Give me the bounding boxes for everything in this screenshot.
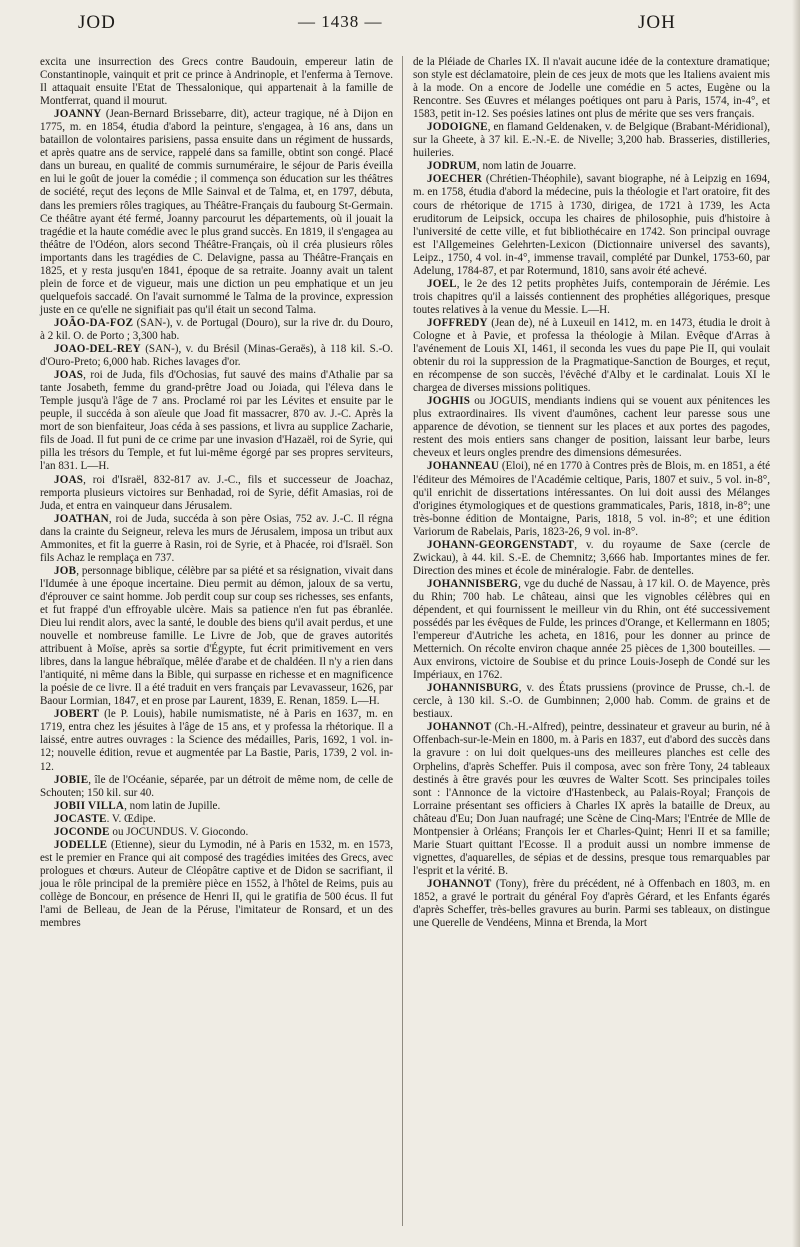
dictionary-entry [40, 826, 393, 839]
dictionary-entry [413, 160, 770, 173]
page-edge-shadow [792, 0, 800, 1247]
page-number: — 1438 — [298, 12, 383, 31]
dictionary-entry [413, 878, 770, 930]
entry-text: (Tony), frère du précédent, né à Offenbach en 1803, m. en 1852, a gravé le portrait du général Foy d'après Gérard, et les Enfants égarés d'après Scheffer, très-belles gravures au burin. Parmi ses tableaux, on distingue une Querelle de Vendéens, Minna et Brenda, la Mort [413, 877, 770, 930]
entry-text: (Ch.-H.-Alfred), peintre, dessinateur et graveur au burin, né à Offenbach-sur-le-Mein en 1800, m. à Paris en 1837, eut d'abord des succès dans la gravure : on lui doit quelques-uns des meilleures planches est celle des Orphelins, d'après Scheffer. Puis il composa, avec son frère Tony, 24 tableaux destinés à être gravés pour les œuvres de Walter Scott. Ses principales toiles sont : l'Annonce de la victoire d'Hastenbeck, au Palais-Royal; François de Lorraine présentant ses officiers à Charles IX après la bataille de Dreux, au château d'Eu; Don Juan naufragé; une Scène de Cinq-Mars; l'Entrée de Mlle de Montpensier à Orléans; François Ier et Charles-Quint; Henri II et sa famille; Marie Stuart quittant l'Ecosse. Il a produit aussi un nombre immense de vignettes, d'aquarelles, de sépias et de dessins, presque tous remarquables par l'esprit et la vérité. B. [413, 721, 770, 877]
continued-text [413, 56, 770, 121]
dictionary-entry [40, 565, 393, 709]
entry-headword: JOB [54, 564, 77, 577]
dictionary-entry [40, 474, 393, 513]
entry-text: , vge du duché de Nassau, à 17 kil. O. de Mayence, près du Rhin; 700 hab. Le château, ainsi que les vignobles célèbres qui en dépendent, et qui fournissent le meilleur vin du Rhin, ont été successivement possédés par les évêques de Fulde, les princes d'Orange, et Kellermann en 1805; l'empereur d'Autriche les acheta, en 1816, pour les donner au prince de Metternich. On récolte environ chaque année 25 pièces de 1,300 bouteilles. — Aux environs, victoire de Soubise et du prince Louis-Joseph de Condé sur les Impériaux, en 1762. [413, 577, 770, 682]
dictionary-entry [40, 108, 393, 317]
entry-text: , nom latin de Jupille. [124, 799, 221, 812]
entry-headword: JOECHER [427, 173, 483, 186]
entry-headword: JOCONDE [54, 825, 110, 838]
dictionary-entry [40, 708, 393, 773]
entry-headword: JOFFREDY [427, 316, 488, 329]
dictionary-page [40, 6, 770, 1236]
entry-text: , le 2e des 12 petits prophètes Juifs, contemporain de Jérémie. Les trois chapitres qu'il a laissés contiennent des prophéties allégoriques, presque toutes relatives à la venue du Messie. L—H. [413, 277, 770, 316]
entry-headword: JOHANNEAU [427, 460, 500, 473]
entry-text: (Jean de), né à Luxeuil en 1412, m. en 1473, étudia le droit à Cologne et à Pavie, et professa la théologie à Milan. Evêque d'Arras à l'avénement de Louis XI, 1461, il seconda les vues du pape Pie II, qui voulait obtenir du roi la suppression de la Pragmatique-Sanction de Bourges, et reçut, en récompense de son succès, l'évêché d'Alby et le cardinalat. Louis XI le chargea de diverses missions politiques. [413, 316, 770, 395]
entry-text: , personnage biblique, célèbre par sa piété et sa résignation, vivait dans l'Idumée à une époque incertaine. Dieu permit au démon, jaloux de sa vertu, d'éprouver ce saint homme. Job perdit coup sur coup ses richesses, ses enfants, et fut frappé d'un effroyable ulcère. Mais sa patience n'en fut pas ébranlée. Dieu lui rendit alors, avec la santé, le double des biens qu'il avait perdus, et une nouvelle et nombreuse famille. Le Livre de Job, que de graves autorités attribuent à Moïse, après sa sortie d'Égypte, fut écrit primitivement en vers libres, dans la langue hébraïque, mêlée d'arabe et de chaldéen. Il n'y a rien dans l'antiquité, ni même dans la Bible, qui surpasse en richesse et en magnificence la poésie de ce livre. Il a été traduit en vers français par Levavasseur, 1626, par Baour Lormian, 1847, et en prose par Laurent, 1839, E. Renan, 1859. L—H. [40, 564, 393, 708]
entry-headword: JOBII VILLA [54, 799, 125, 812]
entry-headword: JOHANN-GEORGENSTADT [427, 538, 575, 551]
dictionary-entry [40, 317, 393, 343]
continued-text [40, 56, 393, 108]
entry-headword: JOBERT [54, 708, 100, 721]
entry-headword: JODELLE [54, 838, 108, 851]
entry-text: (Eloi), né en 1770 à Contres près de Blois, m. en 1851, a été l'éditeur des Mémoires de l'Académie celtique, Paris, 1807 et suiv., 5 vol. in-8°, qu'il enrichit de dissertations intéressantes. On lui doit aussi des Mélanges d'origines étymologiques et de questions grammaticales, Paris, 1818, in-8°; une très-bonne édition de Montaigne, Paris, 1818, 5 vol. in-8°; et une édition Variorum de Rabelais, Paris, 1823-26, 9 vol. in-8°. [413, 460, 770, 538]
entry-headword: JOHANNISBERG [427, 577, 519, 590]
dictionary-entry [413, 682, 770, 721]
entry-headword: JOAO-DEL-REY [54, 343, 141, 356]
entry-headword: JOANNY [54, 108, 102, 121]
entry-headword: JODRUM [427, 160, 477, 173]
running-header [40, 6, 770, 36]
dictionary-entry [40, 369, 393, 473]
right-column [413, 56, 770, 930]
dictionary-entry [40, 800, 393, 813]
dictionary-entry [413, 173, 770, 277]
header-right-keyword: JOH [638, 12, 676, 33]
dictionary-entry [413, 121, 770, 160]
entry-text: de la Pléiade de Charles IX. Il n'avait aucune idée de la contexture dramatique; son style est déclamatoire, plein de ces jeux de mots que les Italiens avaient mis à la mode. On a encore de Jodelle une comédie en 5 actes, Eugène ou la Rencontre. Ses Œuvres et mélanges poétiques ont paru à Paris, 1574, in-4°, et 1583, petit in-12. Ses poésies latines ont plus de mérite que ses vers français. [413, 56, 770, 121]
entry-headword: JOGHIS [427, 395, 471, 408]
dictionary-entry [413, 278, 770, 317]
entry-text: excita une insurrection des Grecs contre Baudouin, empereur latin de Constantinople, vainquit et prit ce prince à Andrinople, et l'enferma à Ternove. Il attaquait ensuite l'Etat de Thessalonique, qui appartenait à la famille de Montferrat, quand il mourut. [40, 56, 393, 108]
entry-text: , v. du royaume de Saxe (cercle de Zwickau), à 44. kil. S.-E. de Chemnitz; 3,666 hab. Importantes mines de fer. Direction des mines et école de minéralogie. Fabr. de dentelles. [413, 538, 770, 577]
entry-headword: JODOIGNE [427, 121, 488, 134]
entry-text: ou JOGUIS, mendiants indiens qui se vouent aux pénitences les plus extraordinaires. Ils vivent d'aumônes, cachent leur paresse sous une apparence de dévotion, se tiennent sur les places et aux portes des pagodes, restent des mois entiers sans changer de position, laissant leur barbe, leurs cheveux et leurs ongles prendre des dimensions démesurées. [413, 395, 770, 460]
entry-text: (Jean-Bernard Brissebarre, dit), acteur tragique, né à Dijon en 1775, m. en 1854, étudia d'abord la peinture, s'engagea, à 16 ans, dans un bataillon de volontaires parisiens, passa ensuite dans un régiment de hussards, et après quatre ans de service, rappelé dans sa famille, obtint son congé. Placé dans un bureau, en qualité de commis surnuméraire, le séjour de Paris éveilla en lui le goût de jouer la comédie ; il commença son éducation sur les théâtres de société, reçut des leçons de Mlle Sainval et de Talma, et, en 1797, débuta, dans les premiers rôles tragiques, au Théâtre-Français du faubourg St-Germain. Ce théâtre ayant été fermé, Joanny parcourut les départements, où il jouait la tragédie et la haute comédie avec le plus grand succès. En 1819, il s'engagea au théâtre de l'Odéon, alors second Théâtre-Français, où il créa plusieurs rôles importants dans les tragédies de C. Delavigne, passa au Théâtre-Français en 1825, et y resta jusqu'en 1841, époque de sa retraite. Joanny avait un talent plein de force et de vigueur, mais une diction un peu emphatique et un jeu quelquefois saccadé. On l'avait surnommé le Talma de la province, expression juste en ce qu'elle ne signifiait pas qu'il était un second Talma. [40, 108, 393, 316]
entry-headword: JOAS [54, 369, 84, 382]
entry-headword: JOEL [427, 277, 457, 290]
entry-headword: JOHANNOT [427, 721, 492, 734]
dictionary-entry [413, 578, 770, 682]
entry-headword: JOHANNISBURG [427, 682, 519, 695]
column-divider [402, 56, 403, 1226]
entry-text: (le P. Louis), habile numismatiste, né à Paris en 1637, m. en 1719, entra chez les jésuites à l'âge de 15 ans, et y professa la rhétorique. Il a laissé, entre autres ouvrages : la Science des médailles, Paris, 1692, 1 vol. in-12; nouvelle édition, revue et augmentée par La Bastie, Paris, 1739, 2 vol. in-12. [40, 708, 393, 773]
dictionary-entry [40, 813, 393, 826]
entry-text: . V. Œdipe. [106, 812, 156, 825]
entry-text: , v. des États prussiens (province de Prusse, ch.-l. de cercle, à 130 kil. S.-O. de Gumbinnen; 2,000 hab. Comm. de grains et de bestiaux. [413, 682, 770, 721]
dictionary-entry [40, 774, 393, 800]
entry-text: (SAN-), v. de Portugal (Douro), sur la rive dr. du Douro, à 2 kil. O. de Porto ; 3,300 hab. [40, 316, 393, 342]
left-column [40, 56, 393, 930]
entry-headword: JOCASTE [54, 812, 107, 825]
dictionary-entry [40, 343, 393, 369]
entry-headword: JOÃO-DA-FOZ [54, 316, 134, 329]
entry-headword: JOATHAN [54, 512, 109, 525]
entry-text: , île de l'Océanie, séparée, par un détroit de même nom, de celle de Schouten; 150 kil. sur 40. [40, 773, 393, 799]
entry-text: , roi de Juda, fils d'Ochosias, fut sauvé des mains d'Athalie par sa tante Josabeth, femme du grand-prêtre Joad ou Joiada, qui l'éleva dans le Temple jusqu'à l'âge de 7 ans. Proclamé roi par les Lévites et ensuite par le peuple, il succéda à son aïeule que Joad fit massacrer, 870 av. J.-C. Après la mort de son bienfaiteur, Joas céda à ses passions, et livra au supplice Zacharie, fils de Joad. Il fut puni de ce crime par une invasion d'Hazaël, roi de Syrie, qui pilla les trésors du Temple, et fut lui-même égorgé par ses propres serviteurs, l'an 831. L—H. [40, 369, 393, 473]
entry-text: , en flamand Geldenaken, v. de Belgique (Brabant-Méridional), sur la Gheete, à 37 kil. E.-N.-E. de Nivelle; 3,200 hab. Brasseries, distilleries, huileries. [413, 121, 770, 160]
dictionary-entry [413, 317, 770, 395]
entry-text: , roi de Juda, succéda à son père Osias, 752 av. J.-C. Il régna dans la crainte du Seigneur, releva les murs de Jérusalem, imposa un tribut aux Ammonites, et fit la guerre à Rasin, roi de Syrie, et à Phacée, roi d'Israël. Son fils Achaz le remplaça en 737. [40, 512, 393, 564]
dictionary-entry [40, 839, 393, 930]
entry-text: ou JOCUNDUS. V. Giocondo. [109, 825, 249, 838]
dictionary-entry [40, 513, 393, 565]
dictionary-entry [413, 395, 770, 460]
entry-text: (Etienne), sieur du Lymodin, né à Paris en 1532, m. en 1573, est le premier en France qui ait composé des tragédies imitées des Grecs, avec prologues et chœurs. Auteur de Cléopâtre captive et de Didon se sacrifiant, il joua le rôle principal de la première pièce en 1552, à l'hôtel de Reims, puis au collège de Boncour, en présence de Henri II, qui le gratifia de 500 écus. Il fut l'ami de Belleau, de Jean de la Péruse, l'imitateur de Ronsard, et un des membres [40, 838, 393, 930]
entry-text: , roi d'Israël, 832-817 av. J.-C., fils et successeur de Joachaz, remporta plusieurs victoires sur Benhadad, roi de Syrie, défit Amasias, roi de Juda, et entra en vainqueur dans Jérusalem. [40, 473, 393, 512]
entry-text: (Chrétien-Théophile), savant biographe, né à Leipzig en 1694, m. en 1758, étudia d'abord la médecine, puis la théologie et l'art oratoire, fit des cours de rhétorique de 1715 à 1730, dirigea, de 1721 à 1739, les Acta eruditorum de Leipsick, occupa les chaires de philosophie, puis d'histoire à l'université de cette ville, et fut bibliothécaire en 1742. Son principal ouvrage est l'Allgemeines Gelehrten-Lexicon (Dictionnaire universel des savants), Leipz., 1750, 4 vol. in-4°, immense travail, complété par Dunkel, 1753-60, par Adelung, 1784-87, et par Rotermund, 1810, sans avoir été achevé. [413, 173, 770, 277]
entry-headword: JOHANNOT [427, 877, 492, 890]
entry-headword: JOAS [54, 473, 84, 486]
dictionary-entry [413, 460, 770, 538]
entry-text: (SAN-), v. du Brésil (Minas-Geraës), à 118 kil. S.-O. d'Ouro-Preto; 6,000 hab. Riches lavages d'or. [40, 343, 393, 369]
dictionary-entry [413, 539, 770, 578]
header-left-keyword: JOD [78, 12, 116, 33]
entry-text: , nom latin de Jouarre. [476, 160, 577, 173]
entry-headword: JOBIE [54, 773, 89, 786]
dictionary-entry [413, 721, 770, 878]
